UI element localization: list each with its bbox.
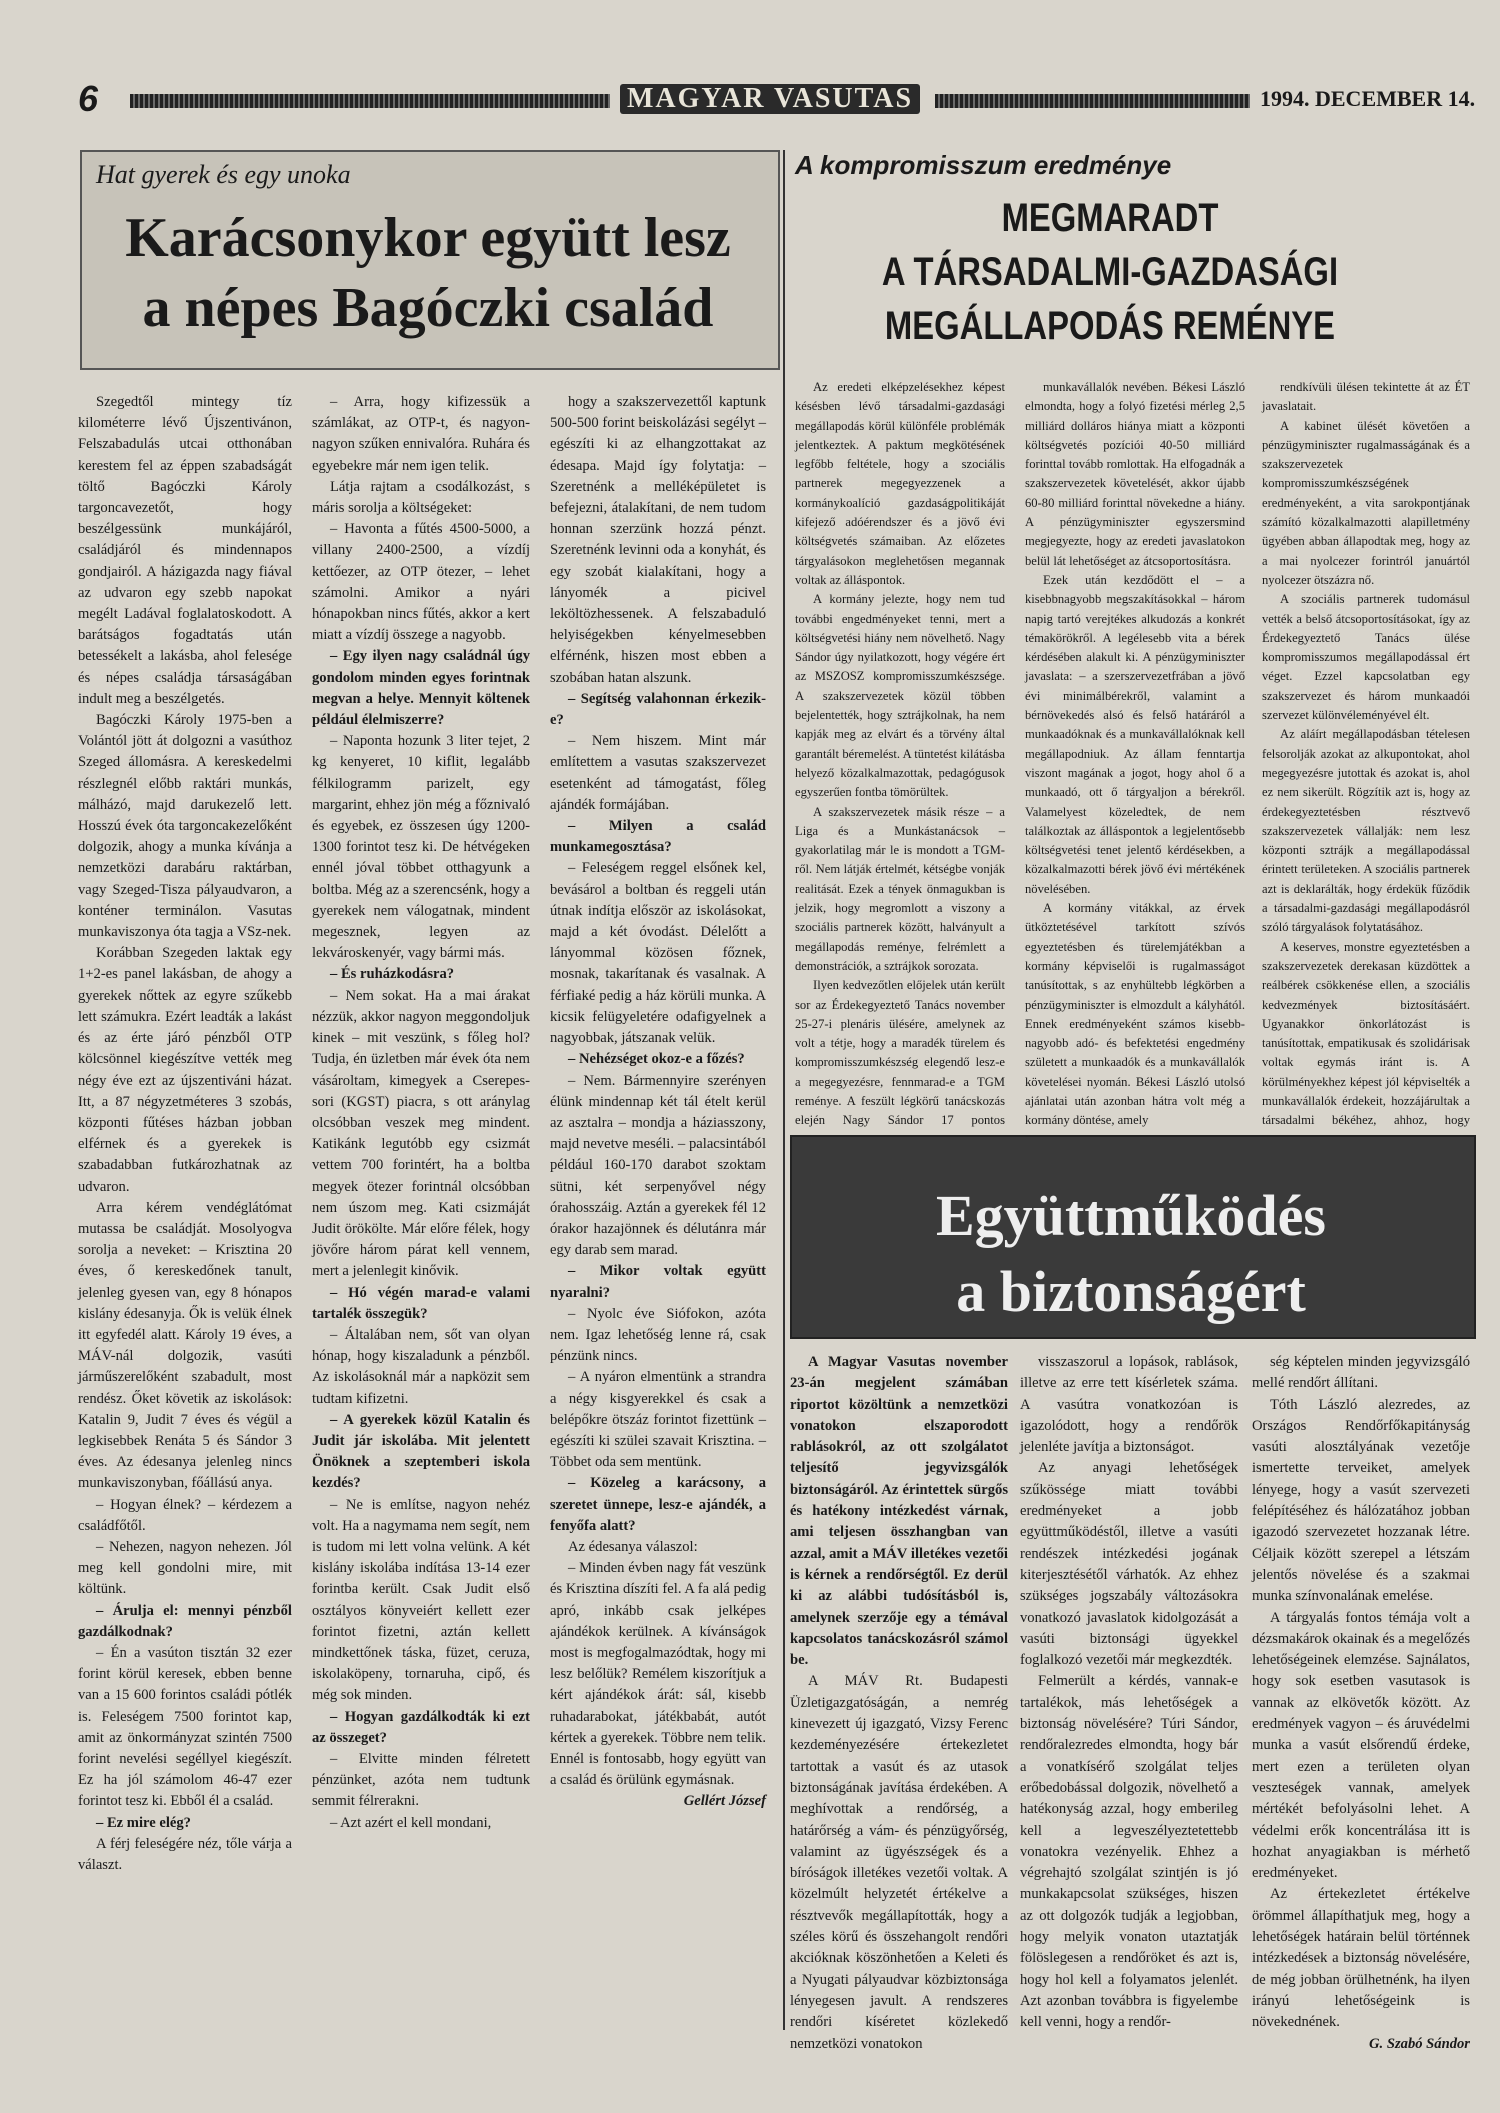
paragraph: – A gyerekek közül Katalin és Judit jár iskolába. Mit jelentett Önöknek a szeptemberi iskola kezdés? [312,1411,530,1492]
paragraph: A kormány jelezte, hogy nem tud további engedményeket tenni, mert a költségvetési hiány nem növelhető. Nagy Sándor úgy nyilatkozott, hogy végére ért az MSZOSZ kompromisszumkészsége. A szakszervezetek közül többen bejelentették, hogy sztrájkolnak, ha nem kapják meg az elvárt és a törvény által garantált béremelést. A tüntetést kilátásba helyező közalkalmazottak, pedagógusok egyszerűen fontba tömörültek. [795,592,1005,800]
column-divider [783,150,785,2030]
article2-headline-line1: MEGMARADT [1001,196,1219,240]
paragraph: – Nehezen, nagyon nehezen. Jól meg kell gondolni mire, mit költünk. [78,1538,292,1598]
masthead-rule-right [935,94,1250,108]
paragraph: – És ruházkodásra? [330,966,455,983]
paragraph: A férj feleségére néz, tőle várja a választ. [78,1835,292,1874]
issue-date: 1994. DECEMBER 14. [1260,86,1476,111]
paragraph: Bagóczki Károly 1975-ben a Volántól jött át dolgozni a vasúthoz Szeged állomásra. A kereskedelmi részlegnél előbb raktári munkás, málházó, majd darukezelő lett. Hosszú évek óta targoncakezelőként dolgozik, ahogy a munka kívánja a nemzetközi darabáru raktárban, vagy Szeged-Tisza pályaudvaron, a konténer terminálon. Vasutas munkaviszonya óta tagja a VSz-nek. [78,712,292,941]
paragraph: – Hó végén marad-e valami tartalék összegük? [312,1284,530,1322]
paragraph: – Segítség valahonnan érkezik-e? [550,690,766,729]
paragraph: – Azt azért el kell mondani, [330,1814,492,1831]
article3-column-2 [1020,1352,1238,2034]
paragraph: – Milyen a család munkamegosztása? [550,818,766,856]
paragraph: – Közeleg a karácsony, a szeretet ünnepe, lesz-e ajándék, a fenyőfa alatt? [550,1475,766,1534]
paragraph: – Havonta a fűtés 4500-5000, a villany 2400-2500, a vízdíj kettőezer, az OTP ötezer, – lehet számolni. Amikor a nyári hónapokban nincs fűtés, akkor a kert miatt a vízdíj összege a nagyobb. [312,521,530,644]
article2-column-2 [1025,378,1245,1131]
article2-kicker: A kompromisszum eredménye [795,150,1172,180]
paragraph: – Nehézséget okoz-e a főzés? [568,1051,745,1068]
paragraph: – Nem hiszem. Mint már említettem a vasutas szakszervezet esetenként ad támogatást, főleg ajándék formájában. [550,733,766,813]
paragraph: – Hogyan élnek? – kérdezem a családfőtől. [78,1496,292,1534]
article3-headline-line1: Együttműködés [936,1183,1326,1248]
paragraph: rendkívüli ülésen tekintette át az ÉT javaslatait. [1262,380,1470,414]
paragraph: – Én a vasúton tisztán 32 ezer forint körül keresek, ebben benne van a 15 600 forintos családi pótlék is. Feleségem 7500 forintot kap, amit az önkormányzat szintén 7500 forint nevelési segéllyel kiegészít. Ez ha jól számolom 46-47 ezer forintot tesz ki. Ebből él a család. [78,1644,292,1810]
author-signature: Gellért József [683,1793,766,1810]
article2-column-3 [1262,378,1470,1188]
paragraph: Az aláírt megállapodásban tételesen felsorolják azokat az alkupontokat, ahol megegyezésre jutottak és azokat is, ahol ez nem sikerült. Rögzítik azt is, hogy az érdekegyeztetésben résztvevő szakszervezetek vállalják: nem lesz központi sztrájk a megállapodással érintett területeken. A szociális partnerek azt is deklarálták, hogy érdekük fűződik a társadalmi-gazdasági megállapodásról szóló tárgyalások folytatásához. [1262,727,1470,935]
paragraph: Az értekezletet értékelve örömmel állapíthatjuk meg, hogy a lehetőségek határain belül történnek intézkedések a biztonság növelésére, de még jobban örülhetnénk, ha ilyen irányú lehetőségeink is növekednének. [1252,1886,1470,2031]
article2-headline-line3: MEGÁLLAPODÁS REMÉNYE [884,304,1336,348]
paragraph: – Ez mire elég? [96,1814,191,1831]
paragraph: – Nem. Bármennyire szerényen élünk mindennap két tál ételt kerül az asztalra – mondja a háziasszony, majd nevetve meséli. – palacsintából például 160-170 darabot szoktam sütni, két serpenyővel négy órahosszáig. Aztán a gyerekek fél 12 órakor hazajönnek és délutánra már egy darab sem marad. [550,1072,766,1259]
paragraph: Tóth László alezredes, az Országos Rendőrfőkapitányság vasúti alosztályának vezetője ismertette terveiket, amelyek lényege, hogy a vasút szervezeti felépítéséhez és hálózatához jobban igazodó szervezetet hozzanak létre. Céljaik között szerepel a létszám jelentős növelése és a szakmai munka színvonalának emelése. [1252,1396,1470,1605]
paragraph: Az anyagi lehetőségek szűkössége miatt további eredményeket a jobb együttműködéstől, illetve a vasúti rendészek intézkedési jogának kiterjesztésétől várhatók. Az ehhez szükséges jogszabály változásokra vonatkozó javaslatok kidolgozását a vasúti biztonsági ügyekkel foglalkozó vezetői már megkezdték. [1020,1460,1238,1669]
paragraph: A kabinet ülését követően a pénzügyminiszter rugalmasságának és a szakszervezetek kompromisszumkészségének eredményeként, a vita sarokpontjának számító közalkalmazotti alapilletmény ügyében abban állapodtak meg, hogy az a mai nyolcezer forintról januártól nyolcezer ötszázra nő. [1262,418,1470,587]
paragraph: ség képtelen minden jegyvizsgáló mellé rendőrt állítani. [1252,1354,1470,1392]
paragraph: A Magyar Vasutas november 23-án megjelent számában riportot közöltünk a nemzetközi vonatokon elszaporodott rablásokról, az ott szolgálatot teljesítő jegyvizsgálók biztonságáról. Az érintettek sürgős és hatékony intézkedést várnak, ami teljesen összhangban van azzal, amit a MÁV illetékes vezetői is kérnek a rendőrségtől. Ez derül ki az alábbi tudósításból is, amelynek szerzője egy a témával kapcsolatos tanácskozásról számol be. [790,1354,1008,1669]
article3-column-1 [790,1352,1008,2055]
paragraph: A keserves, monstre egyeztetésben a szakszervezetek derekasan küzdöttek a reálbérek csökkenése ellen, a szociális kedvezmények biztosításáért. Ugyanakkor önkorlátozást is tanúsítottak, empatikusak és szolidárisak voltak egymás iránt is. A körülményekhez képest jól képviselték a munkavállalók érdekeit, hozzájárultak a társadalmi békéhez, ahhoz, hogy [1262,939,1470,1128]
paragraph: Ilyen kedvezőtlen előjelek után került sor az Érdekegyeztető Tanács november 25-27-i plenáris ülésére, amelynek az volt a tétje, hogy a maradék türelem és kompromisszumkészség elegendő lesz-e a megegyezésre, fennmarad-e a TGM reménye. A feszült légkörű tanácskozás elején Nagy Sándor 17 pontos [795,978,1005,1128]
masthead-rule-left [130,94,610,108]
paragraph: munkavállalók nevében. Békesi László elmondta, hogy a folyó fizetési mérleg 2,5 milliárd dolláros hiánya miatt a központi költségvetés pozíciói 40-50 milliárd forinttal tovább romlottak. Ha elfogadnák a szakszervezetek követelését, akkor újabb 60-80 milliárd forinttal növekedne a hiány. A pénzügyminiszter egyszersmind megjegyezte, hogy az eredeti javaslatokon belül lát lehetőséget az átcsoportosításra. [1025,380,1245,568]
article1-column-3 [550,392,766,1813]
paragraph: – Hogyan gazdálkodták ki ezt az összeget? [312,1708,530,1746]
paragraph: Arra kérem vendéglátómat mutassa be családját. Mosolyogva sorolja a neveket: – Krisztina 20 éves, ő kereskedőnek tanult, jelenleg gyesen van, egy 8 hónapos kislány édesanyja. Ők is velük élnek itt egyfedél alatt. Károly 19 éves, a MÁV-nál dolgozik, vasúti járműszerelőként szabadult, most rendész. Őket követik az iskolások: Katalin 9, Judit 7 éves és végül a legkisebbek Renáta 5 és Sándor 3 éves. Az édesanya jelenleg nincs munkaviszonyban, főállású anya. [78,1199,292,1492]
paragraph: – Minden évben nagy fát veszünk és Krisztina díszíti fel. A fa alá pedig apró, inkább csak jelképes ajándékok kerülnek. A kívánságok most is megfogalmazódtak, hogy mi lesz belőlük? Remélem kiszorítjuk a kért ajándékok árát: sál, kisebb ruhadarabokat, játékbabát, autót kértek a gyerekek. Többre nem telik. Ennél is fontosabb, hogy együtt van a család és örülünk egymásnak. [550,1560,766,1789]
paragraph: Az édesanya válaszol: [568,1538,698,1555]
paragraph: A kormány vitákkal, az érvek ütköztetésével tarkított szívós egyeztetésben és türelemjátékban a kormány képviselői is rugalmasságot tanúsítottak, s az enyhültebb légkörben a pénzügyminiszter is elmozdult a kályhától. Ennek eredményeként számos kisebb-nagyobb adó- és befektetési engedmény született a munkaadók és a munkavállalók követelései nyomán. Békesi László utolsó ajánlatai után azonban hátra volt még a kormány döntése, amely [1025,901,1245,1128]
newspaper-title: MAGYAR VASUTAS [620,84,920,114]
paragraph: – Általában nem, sőt van olyan hónap, hogy kiszaladunk a pénzből. Az iskolásoknál már a napközit sem tudtam kifizetni. [312,1326,530,1407]
paragraph: – Elvitte minden félretett pénzünket, azóta nem tudtunk semmit félrerakni. [312,1751,530,1810]
paragraph: – Ne is említse, nagyon nehéz volt. Ha a nagymama nem segít, nem is tudom mi lett volna velünk. A két kislány iskolába indítása 13-14 ezer forintba került. Csak Judit első osztályos könyveiért kellett ezer forintot fizetni, aztán kellett mindkettőnek táska, füzet, ceruza, iskolaköpeny, tornaruha, cipő, és még sok minden. [312,1496,530,1704]
paragraph: Ezek után kezdődött el – a kisebbnagyobb megszakításokkal – három napig tartó verejtékes alkudozás a konkrét témakörökről. A legélesebb vita a bérek kérdésében alakult ki. A pénzügyminiszter javaslata: – a szerszervezetfrában a jövő évi minimálbérekről, valamint a bérnövekedés alsó és felső határáról a munkaadóknak és a munkavállalóknak kell megállapodniuk. Az állam fenntartja viszont magának a jogot, hogy ahol ő a munkaadó, ott ő tárgyaljon a bérekről. Valamelyest közeledtek, de nem találkoztak az álláspontok a legjelentősebb költségvetési tenet jelentő kérdésekben, a közalkalmazotti bérek jövő évi mértékének növelésében. [1025,572,1245,896]
paragraph: visszaszorul a lopások, rablások, illetve az erre tett kísérletek száma. A vasútra vonatkozóan is igazolódott, hogy a rendőrök jelenléte javítja a biztonságot. [1020,1354,1238,1456]
paragraph: Felmerült a kérdés, vannak-e tartalékok, más lehetőségek a biztonság növelésére? Túri Sándor, rendőralezredes elmondta, hogy bár a vonatkísérő szolgálat teljes erőbedobással dolgozik, növelhető a hatékonyság azzal, hogy emberileg kell a legveszélyeztetettebb vonatokra vezényelik. Ehhez a végrehajtó szolgálat szintjén is jó munkakapcsolat szükséges, hiszen az ott dolgozók tudják a legjobban, hogy melyik vonaton utaztatják fölöslegesen a rendőröket és azt is, hogy hol kell a folyamatos jelenlét. Azt azonban továbbra is figyelembe kell venni, hogy a rendőr- [1020,1673,1238,2031]
paragraph: Az eredeti elképzelésekhez képest késésben lévő társadalmi-gazdasági megállapodás körül különféle problémák jelentkeztek. A paktum megkötésének legfőbb feltétele, hogy a szociális partnerek megegyezzenek a kormánykoalíció gazdaságpolitikáját kifejező adóérendszer és a jövő évi költségvetés számaiban. Az előzetes tárgyalásokon meglehetősen megannak voltak az álláspontok. [795,380,1005,587]
paragraph: – A nyáron elmentünk a strandra a négy kisgyerekkel és csak a belépőkre ötszáz forintot fizettünk – egészíti ki szülei szavait Krisztina. – Többet oda sem mentünk. [550,1369,766,1471]
author-signature: G. Szabó Sándor [1369,2035,1470,2052]
paragraph: – Nem sokat. Ha a mai árakat nézzük, akkor nagyon meggondoljuk kinek – mit veszünk, s főleg hol? Tudja, én üzletben már évek óta nem vásároltam, kimegyek a Cserepes-sori (KGST) piacra, s ott aránylag olcsóbban veszek meg mindent. Katikánk legutóbb egy csizmát vettem 700 forintért, ha a boltba megyek ötezer forintnál olcsóbban nem úszom meg. Kati csizmáját Judit örökölte. Már előre félek, hogy jövőre három párat kell vennem, mert a jelenlegit kinővik. [312,987,530,1280]
paragraph: A szakszervezetek másik része – a Liga és a Munkástanácsok – gyakorlatilag már le is mondott a TGM-ről. Nem látják értelmét, kétségbe vonják realitását. Ezek a tények önmagukban is jelzik, hogy megromlott a viszony a szociális partnerek között, halványult a megállapodás reménye, felrémlett a demonstrációk, a sztrájkok sorozata. [795,804,1005,973]
paragraph: Szegedtől mintegy tíz kilométerre lévő Újszentivánon, Felszabadulás utcai otthonában kerestem fel az éppen szabadságát töltő Bagóczki Károly targoncavezetőt, hogy beszélgessünk munkájáról, családjáról és mindennapos gondjairól. A házigazda nagy fiával az udvaron egy szebb napokat megélt Ladával foglalatoskodott. A barátságos fogadtatás után betessékelt a lakásba, ahol felesége és népes családja társaságában indult meg a beszélgetés. [78,394,292,707]
article1-kicker: Hat gyerek és egy unoka [96,160,351,189]
article3-column-3 [1252,1352,1470,2055]
article1-headline-line2: a népes Bagóczki család [142,277,714,339]
paragraph: – Árulja el: mennyi pénzből gazdálkodnak? [78,1602,292,1640]
paragraph: – Nyolc éve Siófokon, azóta nem. Igaz lehetőség lenne rá, csak pénzünk nincs. [550,1305,766,1365]
paragraph: hogy a szakszervezettől kaptunk 500-500 forint beiskolázási segélyt – egészíti ki az elhangzottakat az édesapa. Majd így folytatja: – Szeretnénk a melléképületet is befejezni, átalakítani, de nem tudom honnan szerzünk hozzá pénzt. Szeretnénk levinni oda a konyhát, és egy szobát kialakítani, hogy a lányomék a picivel leköltözhessenek. A felszabaduló helyiségekben kényelmesebben elférnénk, hiszen most ebben a szobában hatan alszunk. [550,394,766,686]
paragraph: A tárgyalás fontos témája volt a dézsmakárok okainak és a megelőzés lehetőségeinek elemzése. Sajnálatos, hogy sok esetben vasutasok is vannak az elkövetők között. Az eredmények vagyon – és áruvédelmi munka a vasút elsőrendű érdeke, mert ezen a területen olyan veszteségek vannak, amelyek mértékét befolyásolni lehet. A védelmi erők koncentrálása itt is hozhat anyagiakban is mérhető eredményeket. [1252,1609,1471,1882]
article2-column-1 [795,378,1005,1150]
paragraph: – Naponta hozunk 3 liter tejet, 2 kg kenyeret, 10 kiflit, legalább félkilogramm parizelt, egy margarint, ehhez jön még a főznivaló és egyebek, ez összesen úgy 1200-1300 forintot tesz ki. De hétvégeken ennél jóval többet otthagyunk a boltba. Még az a szerencsénk, hogy a gyerekek nem válogatnak, mindent megesznek, legyen az lekvároskenyér, vagy bármi más. [312,733,531,962]
paragraph: – Mikor voltak együtt nyaralni? [550,1263,766,1301]
page-number: 6 [78,78,99,119]
article2-headline-line2: A TÁRSADALMI-GAZDASÁGI [881,250,1339,294]
paragraph: Látja rajtam a csodálkozást, s máris sorolja a költségeket: [312,478,530,517]
paragraph: – Arra, hogy kifizessük a számlákat, az OTP-t, és nagyon-nagyon szűken ennivalóra. Ruhára és egyebekre már nem igen telik. [312,394,530,474]
paragraph: – Egy ilyen nagy családnál úgy gondolom minden egyes forintnak megvan a helye. Mennyit költenek például élelmiszerre? [312,648,530,729]
article1-headline-line1: Karácsonykor együtt lesz [125,207,731,269]
article1-column-1 [78,392,292,1876]
paragraph: Korábban Szegeden laktak egy 1+2-es panel lakásban, de ahogy a gyerekek nőttek az egyre szűkebb lett számukra. Ezért leadták a lakást és az érte járó pénzből OTP kölcsönnel kiegészítve vették meg négy éve ezt az újszentiváni házat. Itt, a 87 négyzetméteres 3 szobás, központi fűtéses házban jobban elférnek és a gyerekek is szabadabban futkározhatnak az udvaron. [78,945,292,1195]
paragraph: – Feleségem reggel elsőnek kel, bevásárol a boltban és reggeli után útnak indítja először az iskolásokat, majd a két óvodást. Délelőtt a lányommal közösen főznek, mosnak, takarítanak és vasalnak. A férfiaké pedig a ház körüli munka. A kicsik felügyeletére odafigyelnek a nagyobbak, játszanak velük. [550,860,766,1047]
article1-column-2 [312,392,530,1834]
article3-headline-line2: a biztonságért [956,1259,1306,1324]
paragraph: A MÁV Rt. Budapesti Üzletigazgatóságán, a nemrég kinevezett új igazgató, Vizsy Ferenc kezdeményezésére értekezletet tartottak a vasút és az utasok biztonságának javítása érdekében. A meghívottak a rendőrség, a határőrség a vám- és pénzügyőrség, valamint az ügyészségek és a bíróságok illetékes vezetői voltak. A közelmúlt helyzetét értékelve a résztvevők megállapították, hogy a széles körű és összehangolt rendőri akcióknak köszönhetően a Keleti és a Nyugati pályaudvar közbiztonsága lényegesen javult. A rendszeres rendőri kíséretet közlekedő nemzetközi vonatokon [790,1673,1008,2052]
paragraph: A szociális partnerek tudomásul vették a belső átcsoportosításokat, így az Érdekegyeztető Tanács ülése kompromisszumos megállapodással ért véget. Ezzel kapcsolatban egy szakszervezet és három munkaadói szervezet különvéleményével élt. [1262,592,1470,723]
